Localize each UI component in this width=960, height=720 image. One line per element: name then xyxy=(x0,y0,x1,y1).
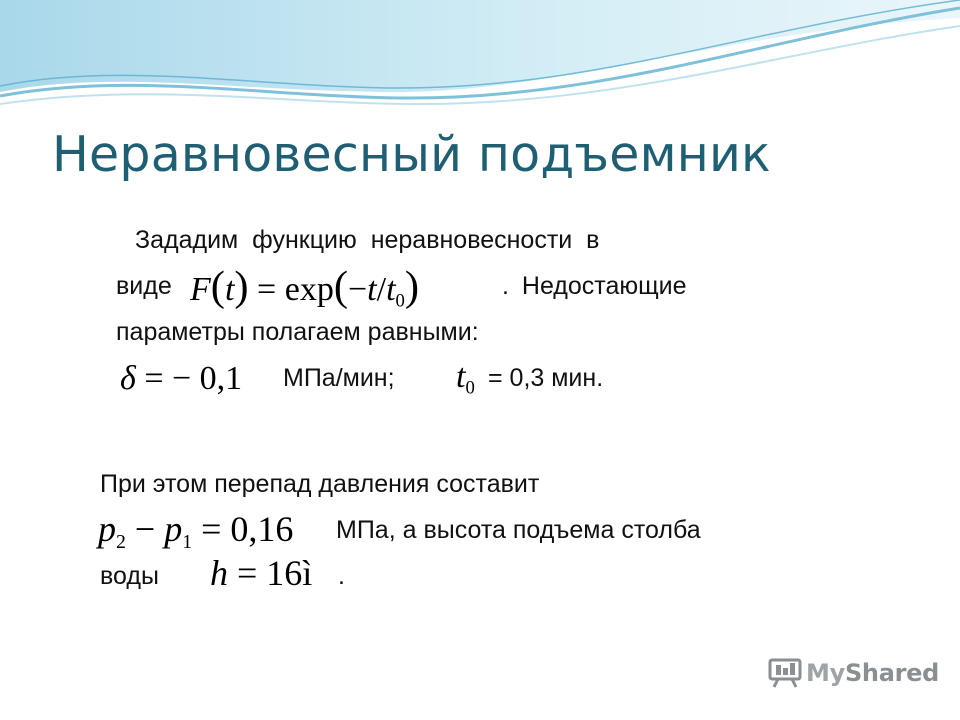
para2-line2-end: МПа, а высота подъема столба xyxy=(336,516,701,544)
para1-line2-end: . Недостающие xyxy=(502,272,687,300)
F-symbol: F xyxy=(190,271,211,308)
para1-line4-end: = 0,3 мин. xyxy=(488,364,604,392)
t0-symbol: t xyxy=(456,358,466,395)
p1-sub: 1 xyxy=(182,530,193,553)
t0-subscript: 0 xyxy=(465,377,475,399)
watermark xyxy=(768,656,939,690)
h-value: = 16ì xyxy=(237,553,313,593)
pressure-value: = 0,16 xyxy=(201,509,294,549)
inner-t: t xyxy=(367,271,377,308)
brand-part-2: Shared xyxy=(844,659,939,687)
para1-line4-unit: МПа/мин; xyxy=(283,364,395,392)
equals-exp: = exp xyxy=(257,271,334,308)
para2-line1: При этом перепад давления составит xyxy=(100,470,540,498)
inner-t0: t xyxy=(386,271,396,308)
watermark-brand xyxy=(806,659,939,687)
para1-line3: параметры полагаем равными: xyxy=(116,318,479,346)
p1-symbol: p xyxy=(164,509,183,549)
p2-sub: 2 xyxy=(116,530,126,553)
brand-part-1: My xyxy=(806,659,845,687)
inner-minus: − xyxy=(347,271,368,308)
slash: / xyxy=(376,271,387,308)
formula-delta xyxy=(120,360,242,398)
pressure-minus: − xyxy=(134,509,156,549)
h-symbol: h xyxy=(210,553,228,593)
inner-t0-sub: 0 xyxy=(395,290,405,312)
presentation-board-icon xyxy=(768,658,802,688)
para1-line2-start: виде xyxy=(116,272,172,300)
formula-pressure-drop xyxy=(98,508,293,554)
F-argument: t xyxy=(224,271,235,308)
header-wave-decoration xyxy=(0,0,960,130)
para2-line3-end: . xyxy=(338,562,345,590)
para2-line3-start: воды xyxy=(100,562,159,590)
delta-value: = − 0,1 xyxy=(144,360,243,397)
formula-t0 xyxy=(456,358,475,400)
delta-symbol: δ xyxy=(120,360,136,397)
slide-title: Неравновесный подъемник xyxy=(52,126,771,183)
formula-height xyxy=(210,552,312,594)
p2-symbol: p xyxy=(98,509,116,549)
para1-line1: Зададим функцию неравновесности в xyxy=(135,226,600,254)
formula-F-exp: $F(t) = \exp(-t/t_0)$ xyxy=(190,263,420,312)
